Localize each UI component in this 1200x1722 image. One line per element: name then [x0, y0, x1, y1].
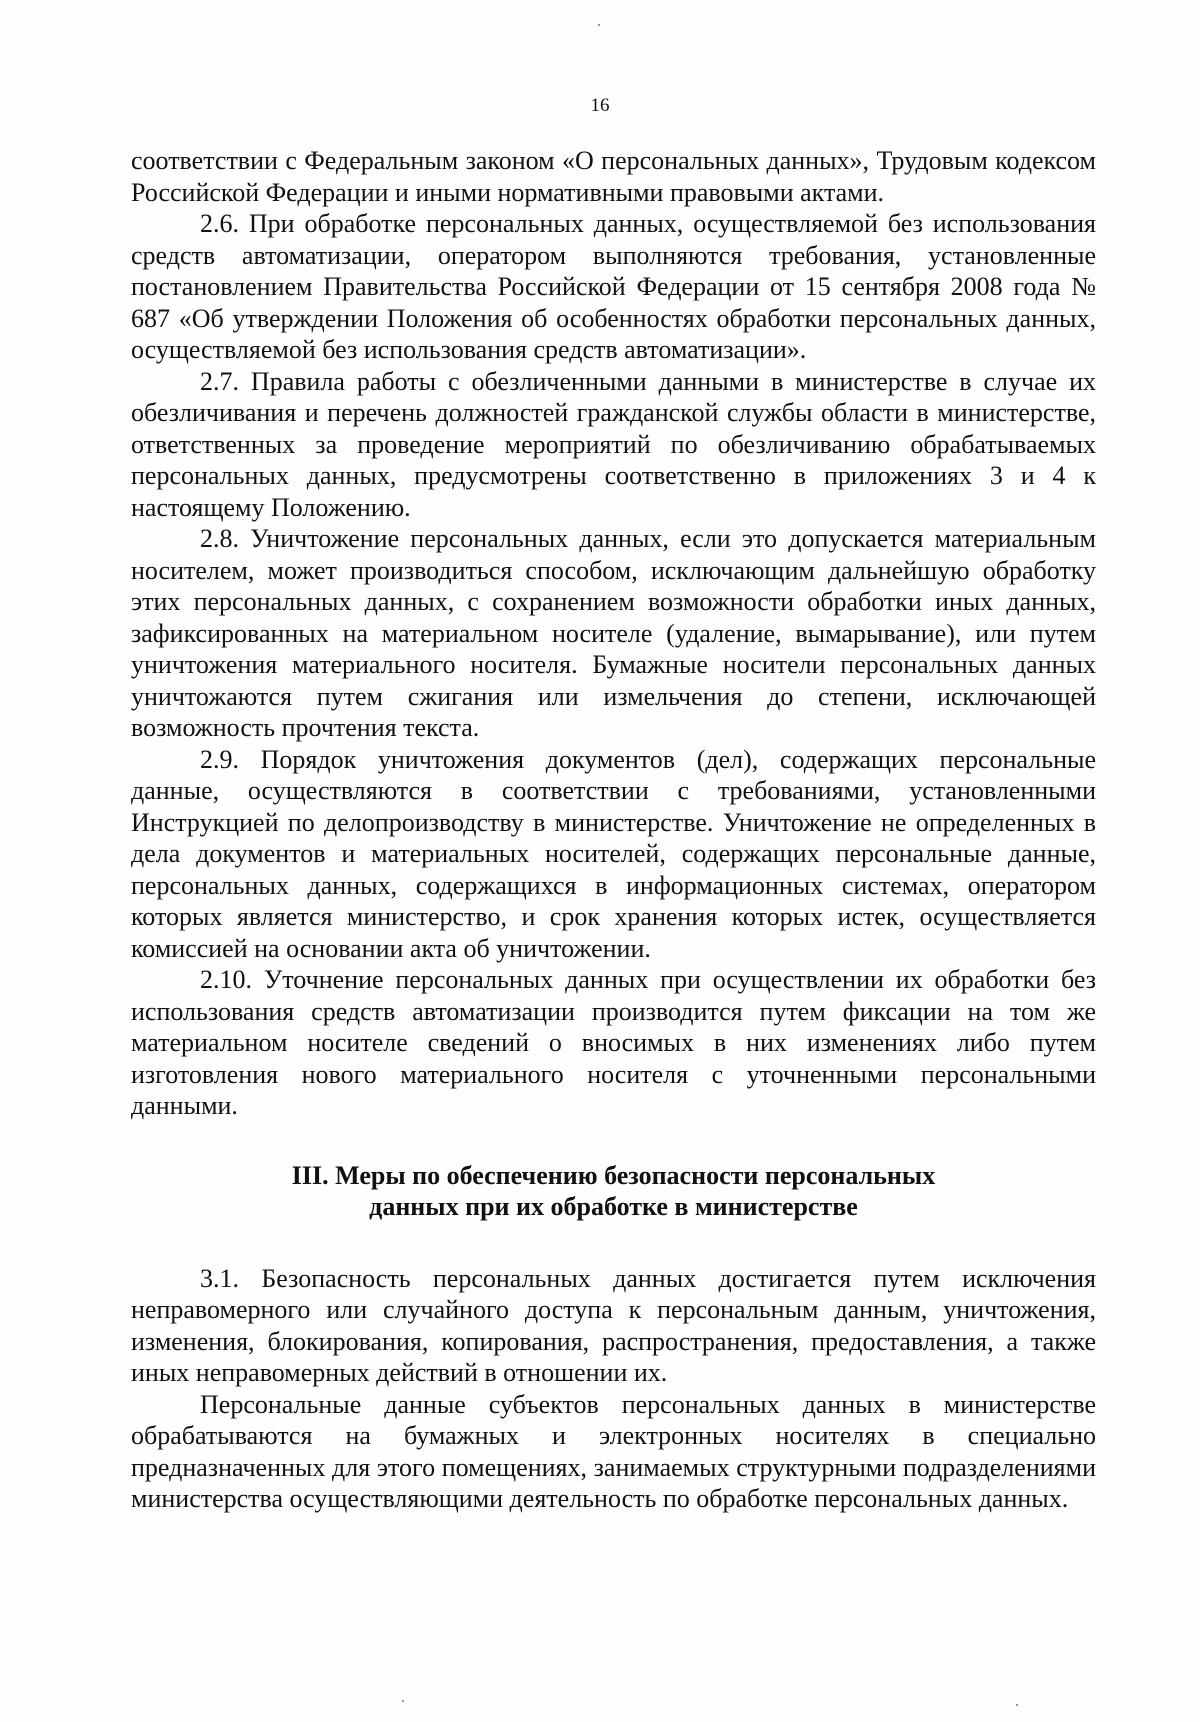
paragraph-2-9: 2.9. Порядок уничтожения документов (дел), содержащих персональные данные, осуществляются в соответствии с требованиями, установленными Инструкцией по делопроизводству в министерстве. Уничтожение не определенных в дела документов и материальных носителей, содержащих персональные данные, персональных данных, содержащихся в информационных системах, оператором которых является министерство, и срок хранения которых истек, осуществляется комиссией на основании акта об уничтожении. [131, 744, 1096, 963]
paragraph-3-1: 3.1. Безопасность персональных данных достигается путем исключения неправомерного или случайного доступа к персональным данным, уничтожения, изменения, блокирования, копирования, распространения, предоставления, а также иных неправомерных действий в отношении их. [131, 1263, 1096, 1387]
paragraph-2-6: 2.6. При обработке персональных данных, осуществляемой без использования средств автоматизации, оператором выполняются требования, установленные постановлением Правительства Российской Федерации от 15 сентября 2008 года № 687 «Об утверждении Положения об особенностях обработки персональных данных, осуществляемой без использования средств автоматизации». [131, 209, 1096, 364]
document-body [131, 145, 1096, 1515]
paragraph-2-10: 2.10. Уточнение персональных данных при осуществлении их обработки без использования средств автоматизации производится путем фиксации на том же материальном носителе сведений о вносимых в них изменениях либо путем изготовления нового материального носителя с уточненными персональными данными. [131, 965, 1096, 1120]
paragraph-2-7: 2.7. Правила работы с обезличенными данными в министерстве в случае их обезличивания и перечень должностей гражданской службы области в министерстве, ответственных за проведение мероприятий по обезличиванию обрабатываемых персональных данных, предусмотрены соответственно в приложениях 3 и 4 к настоящему Положению. [131, 366, 1096, 522]
section-heading-line-2: данных при их обработке в министерстве [369, 1192, 858, 1221]
scan-speck [1016, 1704, 1018, 1706]
scan-speck [598, 24, 600, 26]
page-number: 16 [590, 95, 610, 116]
paragraph-continuation: соответствии с Федеральным законом «О персональных данных», Трудовым кодексом Российской Федерации и иными нормативными правовыми актами. [131, 146, 1096, 207]
paragraph-2-8: 2.8. Уничтожение персональных данных, если это допускается материальным носителем, может производиться способом, исключающим дальнейшую обработку этих персональных данных, с сохранением возможности обработки иных данных, зафиксированных на материальном носителе (удаление, вымарывание), или путем уничтожения материального носителя. Бумажные носители персональных данных уничтожаются путем сжигания или измельчения до степени, исключающей возможность прочтения текста. [131, 524, 1096, 742]
section-heading [131, 1160, 1096, 1223]
section-heading-line-1: III. Меры по обеспечению безопасности персональных [291, 1160, 936, 1190]
paragraph-3-1-continued: Персональные данные субъектов персональных данных в министерстве обрабатываются на бумажных и электронных носителях в специально предназначенных для этого помещениях, занимаемых структурными подразделениями министерства осуществляющими деятельность по обработке персональных данных. [131, 1389, 1096, 1513]
scan-speck [402, 1700, 404, 1702]
